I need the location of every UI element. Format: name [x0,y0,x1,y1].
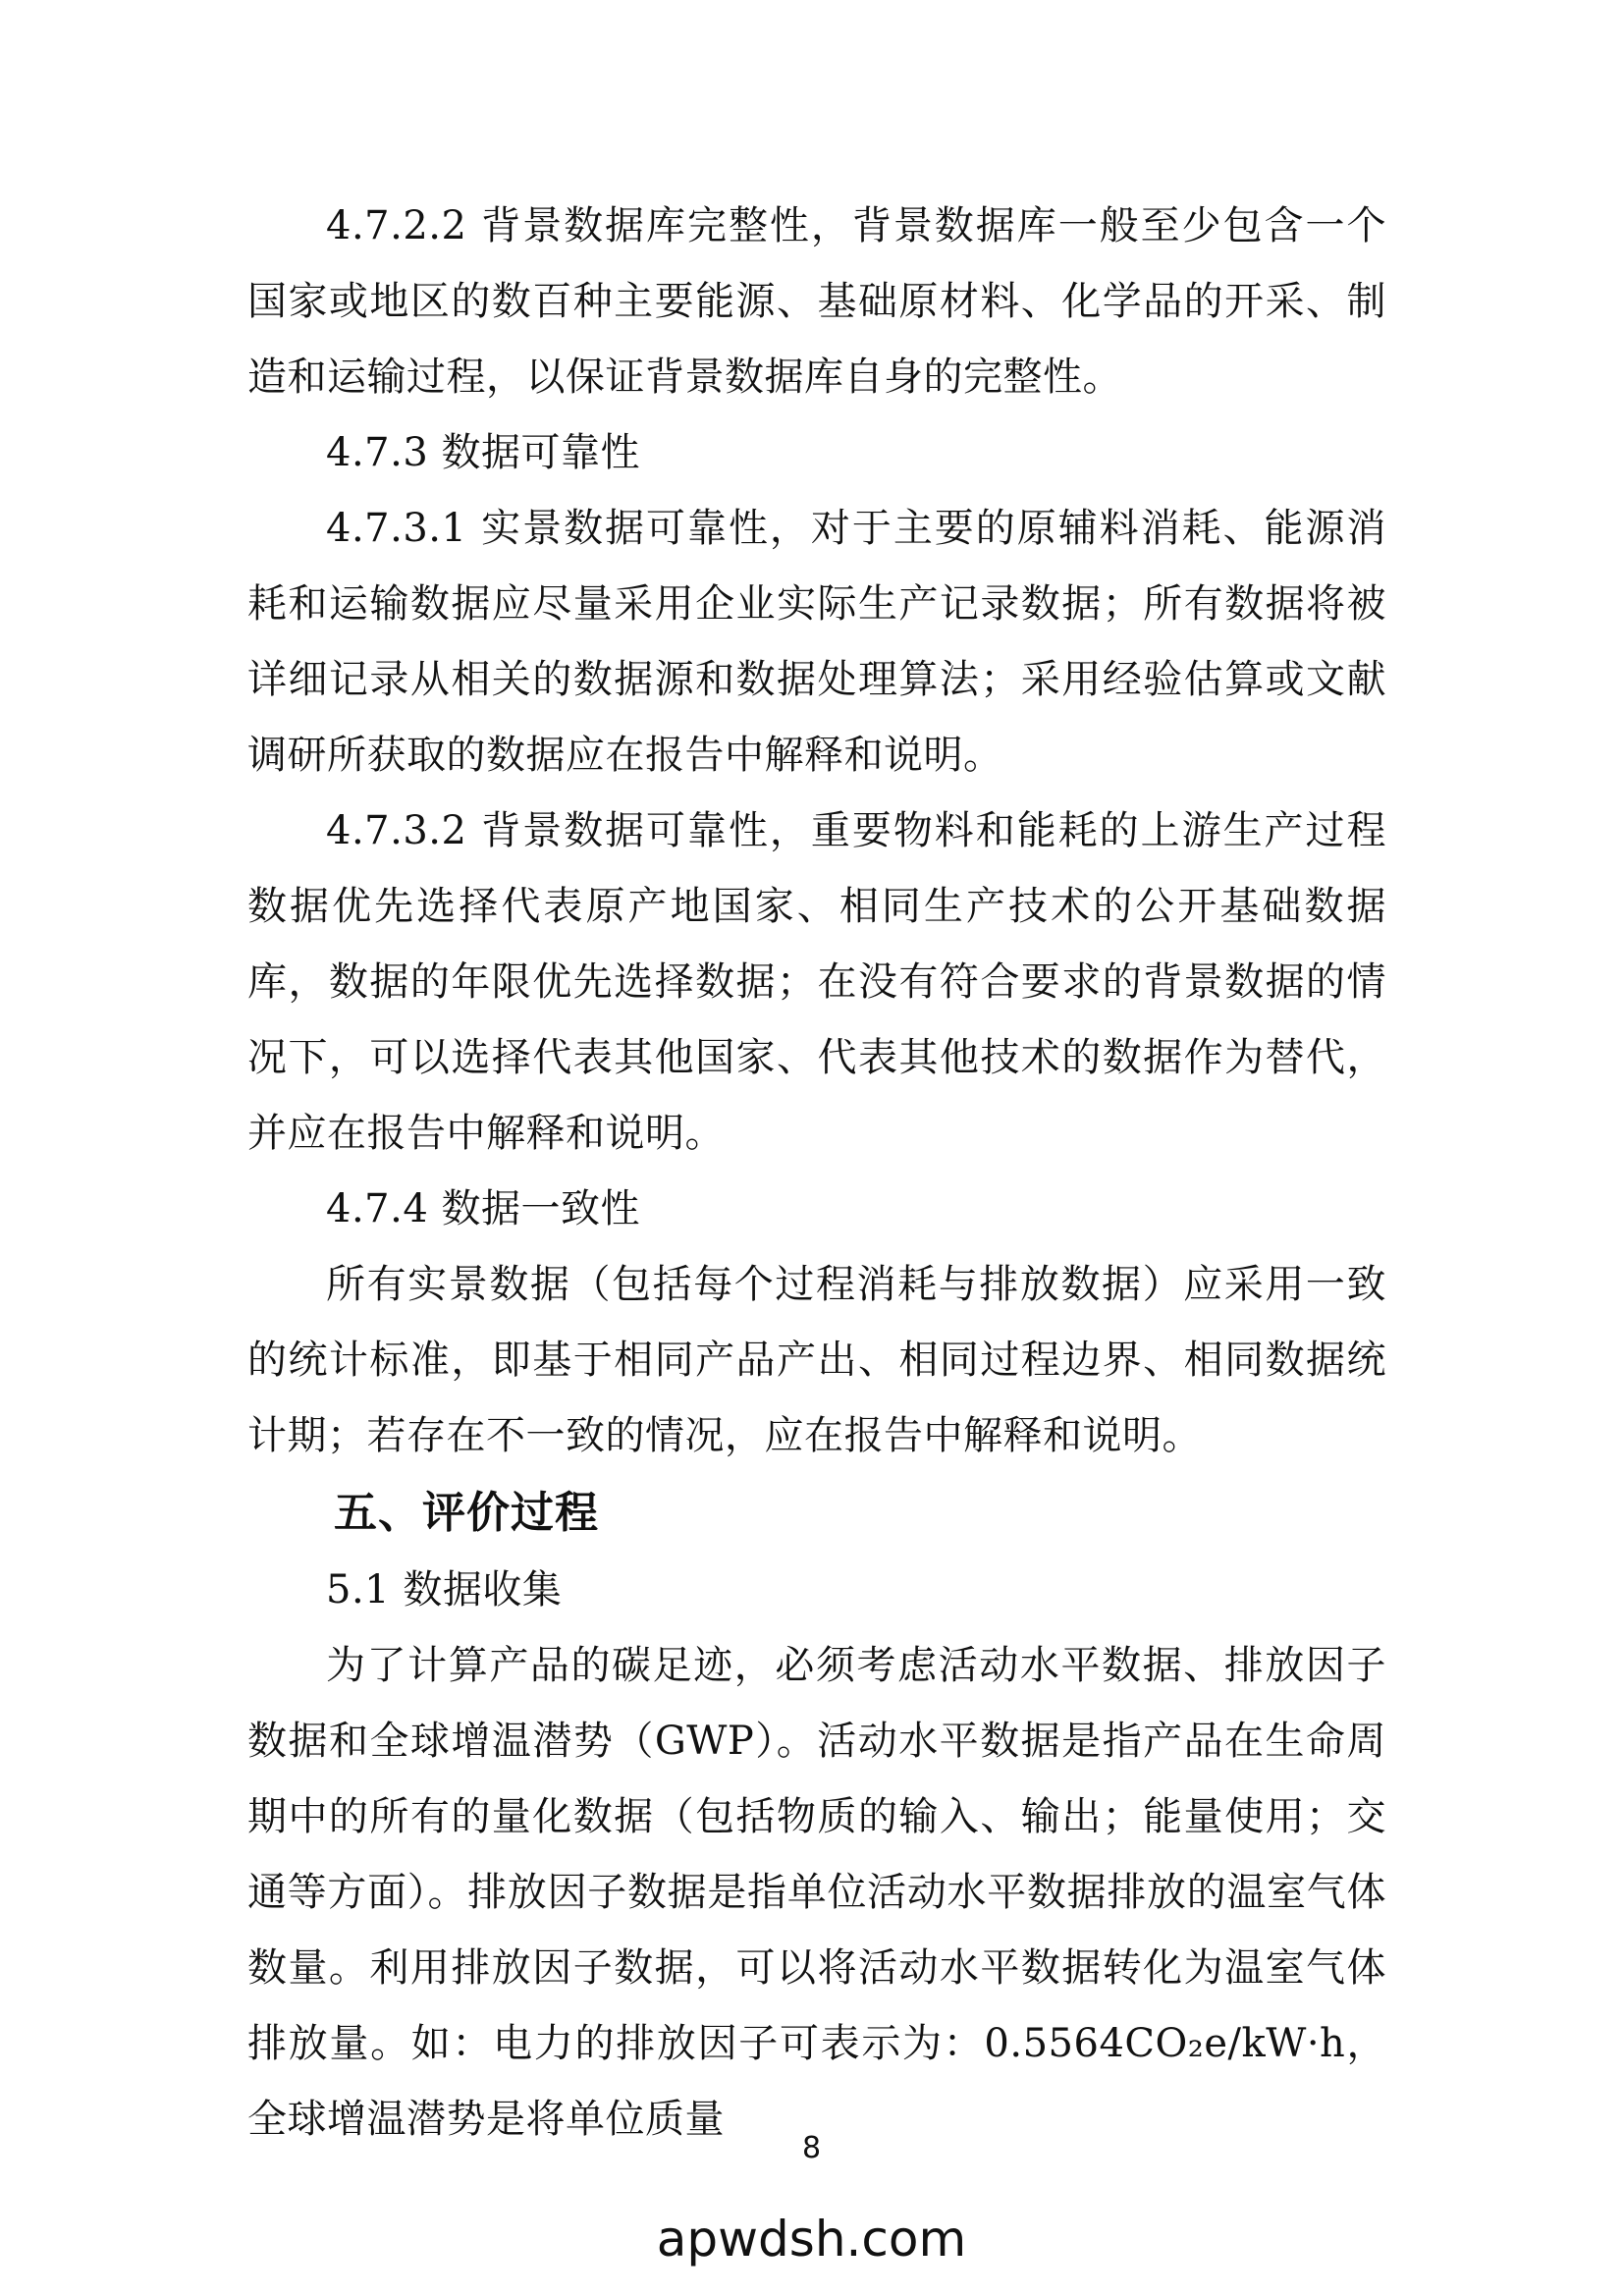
paragraph-5-1: 为了计算产品的碳足迹，必须考虑活动水平数据、排放因子数据和全球增温潜势（GWP）。活动水平数据是指产品在生命周期中的所有的量化数据（包括物质的输入、输出；能量使用；交通等方面）。排放因子数据是指单位活动水平数据排放的温室气体数量。利用排放因子数据，可以将活动水平数据转化为温室气体排放量。如：电力的排放因子可表示为：0.5564CO₂e/kW·h，全球增温潜势是将单位质量 [247,1643,1386,2142]
paragraph-4-7-3-1: 4.7.3.1 实景数据可靠性，对于主要的原辅料消耗、能源消耗和运输数据应尽量采用企业实际生产记录数据；所有数据将被详细记录从相关的数据源和数据处理算法；采用经验估算或文献调研所获取的数据应在报告中解释和说明。 [247,506,1386,778]
subsection-title: 5.1 数据收集 [326,1567,563,1613]
paragraph-4-7-2-2: 4.7.2.2 背景数据库完整性，背景数据库一般至少包含一个国家或地区的数百种主要能源、基础原材料、化学品的开采、制造和运输过程，以保证背景数据库自身的完整性。 [247,203,1386,400]
paragraph-4-7-3-2: 4.7.3.2 背景数据可靠性，重要物料和能耗的上游生产过程数据优先选择代表原产地国家、相同生产技术的公开基础数据库，数据的年限优先选择数据；在没有符合要求的背景数据的情况下，可以选择代表其他国家、代表其他技术的数据作为替代，并应在报告中解释和说明。 [247,808,1386,1156]
heading-4-7-3: 4.7.3 数据可靠性 [326,430,640,475]
section-heading: 五、评价过程 [334,1488,599,1538]
page-number: 8 [801,2131,822,2165]
watermark: apwdsh.com [656,2211,967,2268]
heading-4-7-4: 4.7.4 数据一致性 [326,1186,640,1231]
paragraph-4-7-4: 所有实景数据（包括每个过程消耗与排放数据）应采用一致的统计标准，即基于相同产品产出、相同过程边界、相同数据统计期；若存在不一致的情况，应在报告中解释和说明。 [247,1262,1386,1458]
document-body [247,189,1386,2158]
